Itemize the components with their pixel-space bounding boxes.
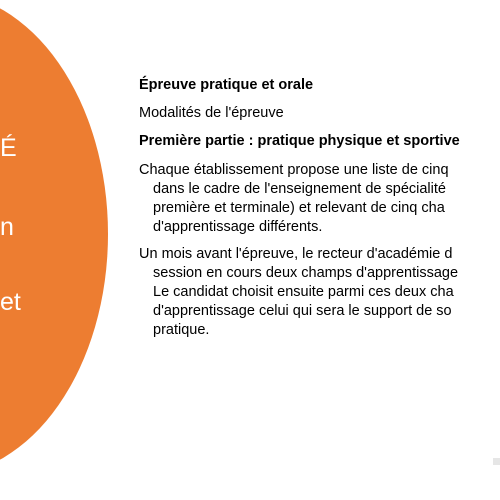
part-title: Première partie : pratique physique et sportive	[139, 133, 460, 149]
circle-text-fragment: et	[0, 288, 21, 316]
paragraph-line: session en cours deux champs d'apprentissage	[153, 265, 459, 281]
paragraph-line: d'apprentissage différents.	[153, 219, 323, 235]
paragraph-line: Le candidat choisit ensuite parmi ces deux cha	[153, 284, 454, 300]
slide-heading: Épreuve pratique et orale	[139, 77, 314, 93]
paragraph-line: d'apprentissage celui qui sera le support de so	[153, 303, 452, 319]
paragraph-line: première et terminale) et relevant de cinq cha	[153, 200, 445, 216]
corner-mark	[493, 458, 500, 465]
orange-circle-shape	[0, 0, 108, 476]
circle-text-fragment: É	[0, 134, 17, 162]
paragraph-line: dans le cadre de l'enseignement de spécialité	[153, 181, 446, 197]
paragraph-establishment-list	[139, 161, 500, 237]
paragraph-line: Un mois avant l'épreuve, le recteur d'académie d	[139, 246, 453, 262]
paragraph-line: pratique.	[153, 322, 210, 338]
paragraph-recteur	[139, 245, 500, 340]
slide-subheading: Modalités de l'épreuve	[139, 105, 284, 121]
paragraph-line: Chaque établissement propose une liste de cinq	[139, 162, 449, 178]
circle-text-fragment: n	[0, 213, 14, 241]
slide-content	[139, 76, 500, 348]
